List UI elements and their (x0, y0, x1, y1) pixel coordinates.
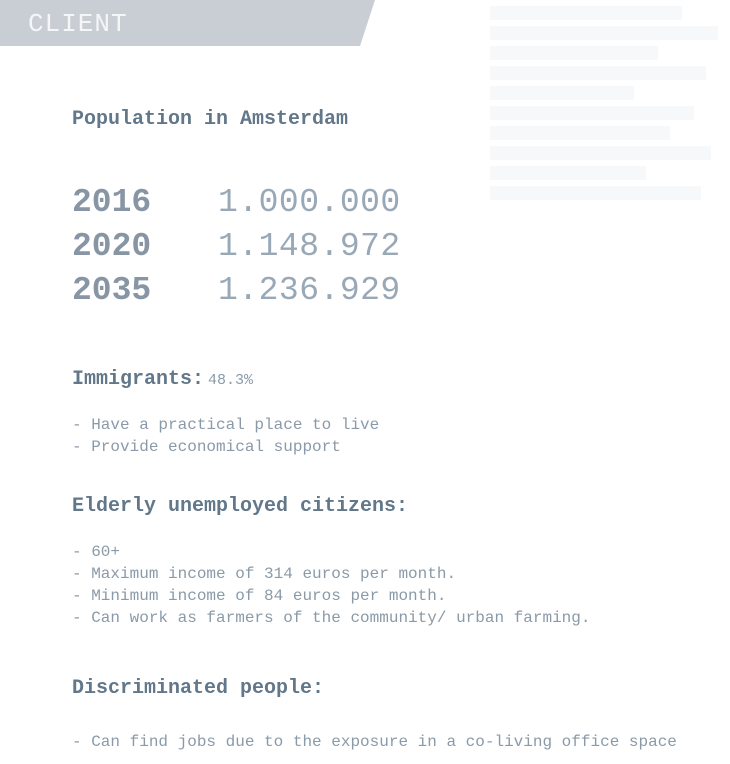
immigrants-label: Immigrants: (72, 368, 205, 391)
immigrants-list (72, 414, 379, 458)
population-year: 2016 (72, 184, 152, 221)
list-item: - Provide economical support (72, 438, 341, 456)
background-texture (490, 0, 730, 260)
population-year: 2035 (72, 272, 152, 309)
population-row-2016 (72, 184, 401, 221)
discriminated-title: Discriminated people: (72, 677, 325, 700)
population-value: 1.148.972 (218, 228, 401, 265)
list-item: - Can work as farmers of the community/ urban farming. (72, 609, 591, 627)
list-item: - Minimum income of 84 euros per month. (72, 587, 447, 605)
list-item: - Maximum income of 314 euros per month. (72, 565, 457, 583)
population-row-2035 (72, 272, 401, 309)
discriminated-list (72, 731, 677, 753)
population-value: 1.000.000 (218, 184, 401, 221)
elderly-title: Elderly unemployed citizens: (72, 495, 409, 518)
list-item: - Have a practical place to live (72, 416, 380, 434)
client-tab-label: CLIENT (28, 9, 128, 39)
population-row-2020 (72, 228, 401, 265)
population-value: 1.236.929 (218, 272, 401, 309)
immigrants-percent: 48.3% (208, 372, 254, 389)
population-title: Population in Amsterdam (72, 108, 349, 131)
elderly-list (72, 541, 590, 629)
list-item: - Can find jobs due to the exposure in a co-living office space (72, 733, 677, 751)
list-item: - 60+ (72, 543, 121, 561)
immigrants-title (72, 368, 253, 391)
population-year: 2020 (72, 228, 152, 265)
